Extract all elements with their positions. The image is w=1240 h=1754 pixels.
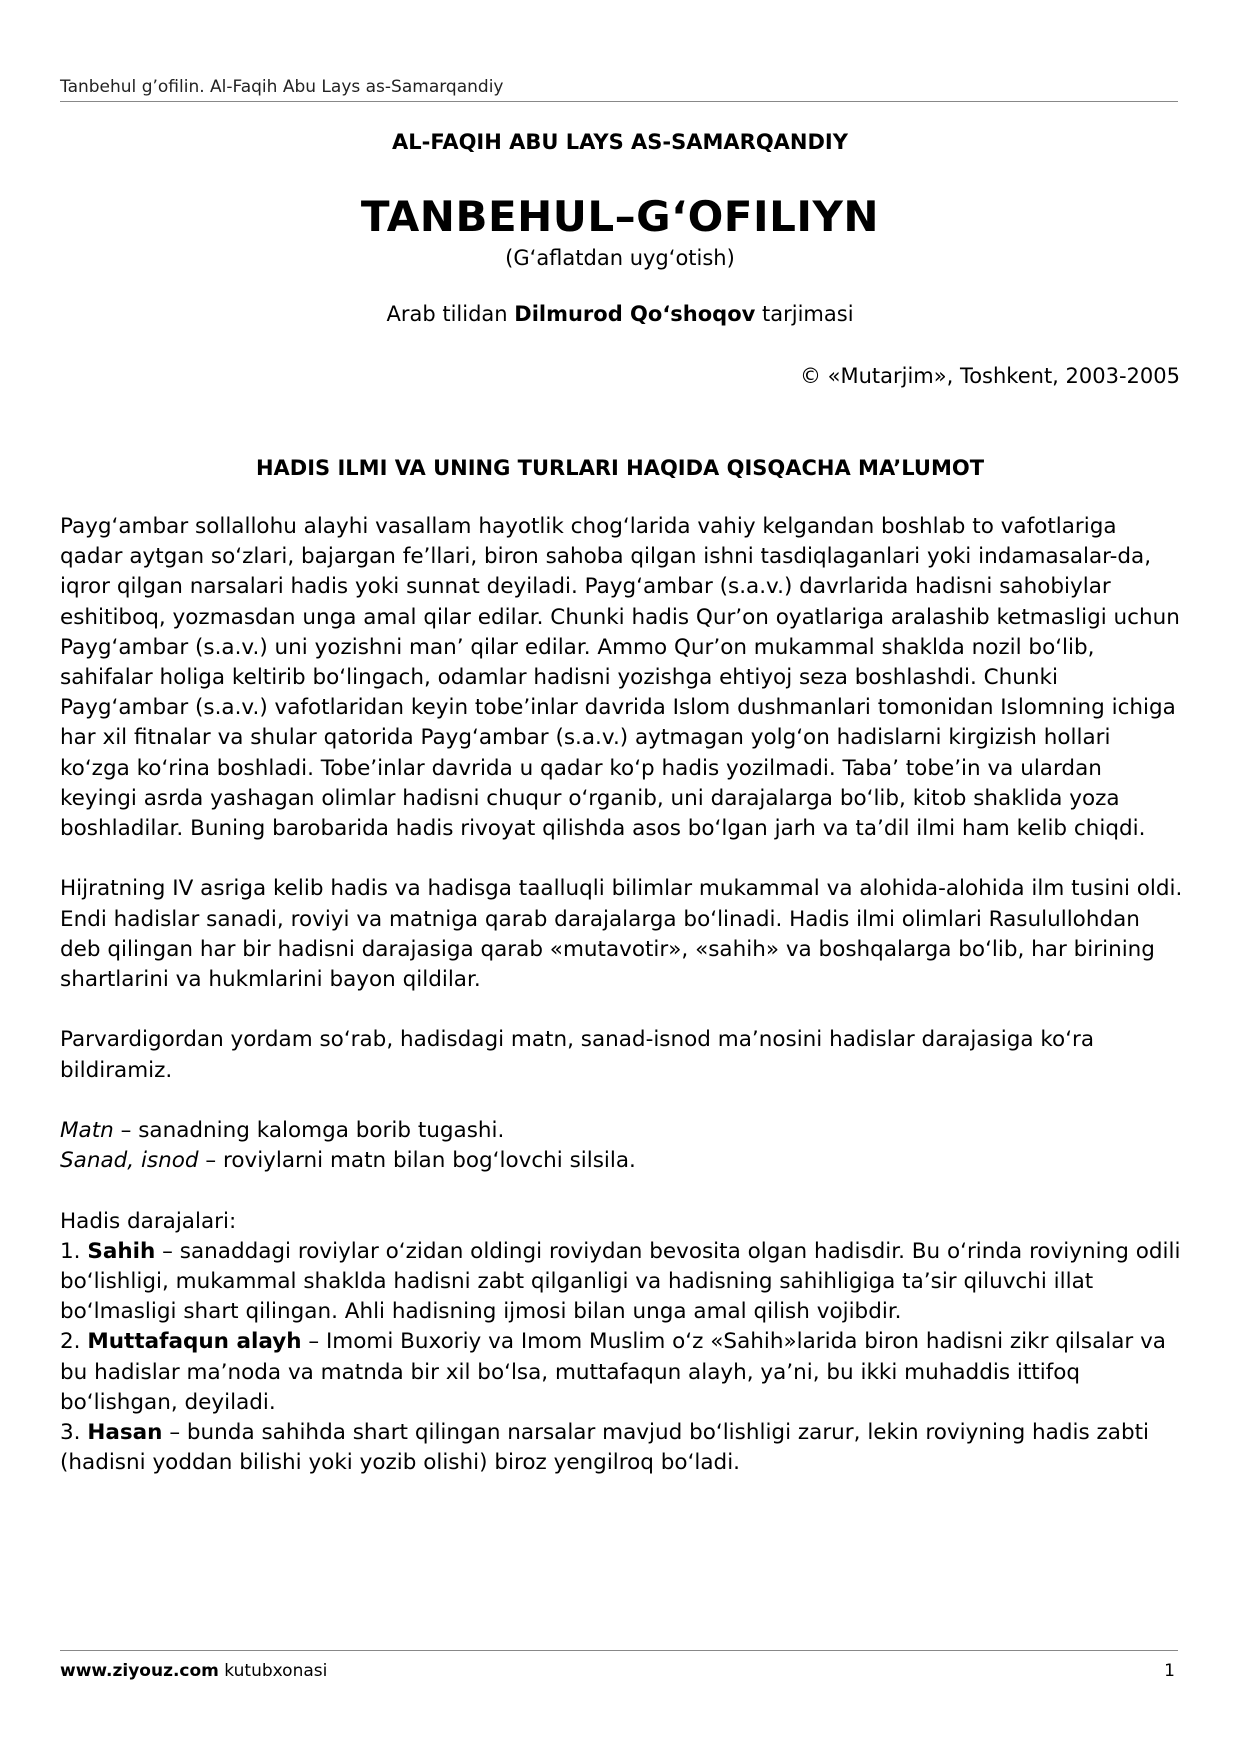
level-text: – sanaddagi roviylar o‘zidan oldingi roviydan bevosita olgan hadisdir. Bu o‘rinda roviyning odili bo‘lishligi, mukammal shaklda hadisni zabt qilganligi va hadisning sahihligiga ta’sir qiluvchi illat bo‘lmasligi shart qilingan. Ahli hadisning ijmosi bilan unga amal qilish vojibdir.: [60, 1238, 1181, 1325]
level-number: 3.: [60, 1420, 88, 1446]
paragraph: Parvardigordan yordam so‘rab, hadisdagi matn, sanad-isnod ma’nosini hadislar darajasiga ko‘ra bildiramiz.: [60, 1027, 1095, 1083]
translator-prefix: Arab tilidan: [386, 302, 515, 326]
footer-source: [60, 1660, 327, 1682]
author-name: AL-FAQIH ABU LAYS AS-SAMARQANDIY: [392, 130, 848, 154]
translator-line: [60, 300, 1180, 328]
definition-text: – roviylarni matn bilan bog‘lovchi silsila.: [198, 1148, 636, 1174]
section-title: HADIS ILMI VA UNING TURLARI HAQIDA QISQACHA MA’LUMOT: [255, 456, 985, 480]
level-number: 1.: [60, 1238, 88, 1264]
page-number: 1: [1164, 1661, 1175, 1681]
document-page: [60, 0, 1183, 1754]
level-text: – bunda sahihda shart qilingan narsalar mavjud bo‘lishligi zarur, lekin roviyning hadis zabti (hadisni yoddan bilishi yoki yozib olishi) biroz yengilroq bo‘ladi.: [60, 1420, 1150, 1476]
paragraph: Payg‘ambar sollallohu alayhi vasallam hayotlik chog‘larida vahiy kelgandan boshlab to vafotlariga qadar aytgan so‘zlari, bajargan fe’llari, biron sahoba qilgan ishni tasdiqlaganlari yoki indamasalar-da, iqror qilgan narsalari hadis yoki sunnat deyiladi. Payg‘ambar (s.a.v.) davrlarida hadisni sahobiylar eshitiboq, yozmasdan unga amal qilar edilar. Chunki hadis Qur’on oyatlariga aralashib ketmasligi uchun Payg‘ambar (s.a.v.) uni yozishni man’ qilar edilar. Ammo Qur’on mukammal shaklda nozil bo‘lib, sahifalar holiga keltirib bo‘lingach, odamlar hadisni yozishga ehtiyoj seza boshlashdi. Chunki Payg‘ambar (s.a.v.) vafotlaridan keyin tobe’inlar davrida Islom dushmanlari tomonidan Islomning ichiga har xil fitnalar va shular qatorida Payg‘ambar (s.a.v.) aytmagan yolg‘on hadislarni kirgizish hollari ko‘zga ko‘rina boshladi. Tobe’inlar davrida u qadar ko‘p hadis yozilmadi. Taba’ tobe’in va ulardan keyingi asrda yashagan olimlar hadisni chuqur o‘rganib, uni darajalarga bo‘lib, kitob shaklida yoza boshladilar. Buning barobarida hadis rivoyat qilishda asos bo‘lgan jarh va ta’dil ilmi ham kelib chiqdi.: [60, 514, 1180, 842]
levels-block: [60, 1207, 1185, 1479]
level-term: Hasan: [87, 1420, 163, 1446]
footer-rule: [60, 1650, 1178, 1651]
copyright-line: © «Mutarjim», Toshkent, 2003-2005: [799, 364, 1180, 388]
translator-suffix: tarjimasi: [755, 302, 854, 326]
levels-heading: Hadis darajalari:: [60, 1208, 237, 1234]
paragraph: Hijratning IV asriga kelib hadis va hadisga taalluqli bilimlar mukammal va alohida-alohida ilm tusini oldi. Endi hadislar sanadi, roviyi va matniga qarab darajalarga bo‘linadi. Hadis ilmi olimlari Rasulullohdan deb qilingan har bir hadisni darajasiga qarab «mutavotir», «sahih» va boshqalarga bo‘lib, har birining shartlarini va hukmlarini bayon qildilar.: [60, 876, 1183, 993]
definition-term: Matn: [60, 1118, 114, 1144]
body-text: [60, 512, 1185, 1478]
book-title: TANBEHUL–G‘OFILIYN: [360, 192, 880, 241]
running-header: Tanbehul g’ofilin. Al-Faqih Abu Lays as-Samarqandiy: [60, 76, 1178, 102]
book-subtitle: (G‘aflatdan uyg‘otish): [505, 246, 735, 270]
level-number: 2.: [60, 1329, 88, 1355]
definition-term: Sanad, isnod: [60, 1148, 199, 1174]
footer-site-suffix: kutubxonasi: [218, 1661, 328, 1681]
translator-name: Dilmurod Qo‘shoqov: [514, 302, 756, 326]
definition-text: – sanadning kalomga borib tugashi.: [113, 1118, 505, 1144]
level-term: Muttafaqun alayh: [87, 1329, 302, 1355]
level-term: Sahih: [87, 1238, 156, 1264]
footer-site-link[interactable]: www.ziyouz.com: [60, 1661, 219, 1681]
definitions-block: [60, 1116, 1185, 1176]
level-text: – Imomi Buxoriy va Imom Muslim o‘z «Sahih»larida biron hadisni zikr qilsalar va bu hadislar ma’noda va matnda bir xil bo‘lsa, muttafaqun alayh, ya’ni, bu ikki muhaddis ittifoq bo‘lishgan, deyiladi.: [60, 1329, 1166, 1415]
